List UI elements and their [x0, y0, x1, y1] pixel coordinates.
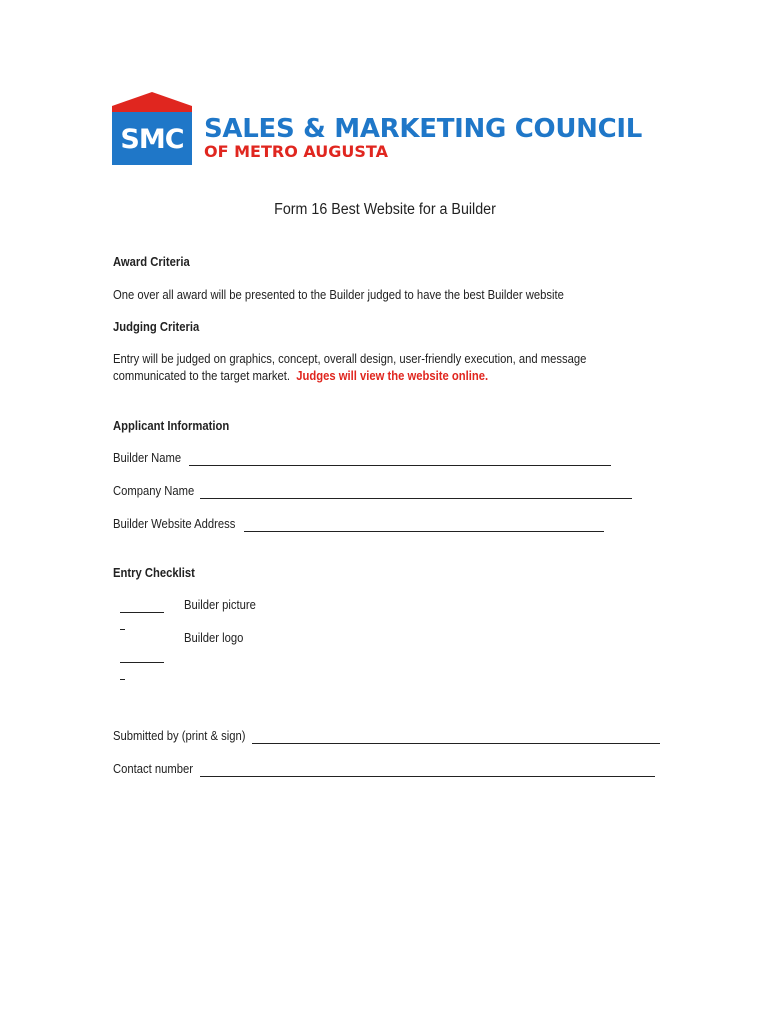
logo-line-1: SALES & MARKETING COUNCIL — [204, 114, 643, 144]
website-address-row — [113, 517, 249, 531]
applicant-information-heading: Applicant Information — [113, 419, 230, 433]
builder-name-row — [113, 451, 189, 465]
contact-number-label: Contact number — [113, 762, 194, 776]
builder-name-field[interactable] — [189, 451, 611, 466]
judging-criteria-line-1: Entry will be judged on graphics, concept, overall design, user-friendly execution, and message — [113, 352, 587, 366]
company-name-field[interactable] — [200, 484, 632, 499]
checklist-item-builder-logo: Builder logo — [184, 631, 244, 645]
judging-criteria-line-2-text: communicated to the target market. — [113, 369, 290, 383]
logo-mark-text: SMC — [120, 124, 184, 155]
submitted-by-row — [113, 729, 260, 743]
judging-criteria-line-2 — [113, 369, 488, 383]
logo-line-2: OF METRO AUGUSTA — [204, 142, 388, 161]
builder-name-label: Builder Name — [113, 451, 182, 465]
company-name-label: Company Name — [113, 484, 195, 498]
smc-house-logo-icon — [112, 92, 192, 165]
logo-wordmark — [204, 114, 642, 161]
website-address-field[interactable] — [244, 517, 604, 532]
submitted-by-field[interactable] — [252, 729, 660, 744]
judging-criteria-highlight: Judges will view the website online. — [296, 369, 489, 383]
award-criteria-heading: Award Criteria — [113, 255, 190, 269]
form-title: Form 16 Best Website for a Builder — [274, 201, 496, 218]
company-name-row — [113, 484, 203, 498]
contact-number-row — [113, 762, 202, 776]
website-address-label: Builder Website Address — [113, 517, 236, 531]
checklist-blank-picture[interactable] — [120, 611, 164, 613]
checklist-item-builder-picture: Builder picture — [184, 598, 256, 612]
contact-number-field[interactable] — [200, 762, 655, 777]
smc-logo — [112, 92, 672, 168]
checklist-blank-logo[interactable] — [120, 661, 164, 663]
award-criteria-text: One over all award will be presented to the Builder judged to have the best Builder website — [113, 288, 564, 302]
checklist-blank-logo-tail — [120, 678, 125, 680]
submitted-by-label: Submitted by (print & sign) — [113, 729, 246, 743]
entry-checklist-heading: Entry Checklist — [113, 566, 195, 580]
checklist-blank-picture-tail — [120, 628, 125, 630]
judging-criteria-heading: Judging Criteria — [113, 320, 200, 334]
